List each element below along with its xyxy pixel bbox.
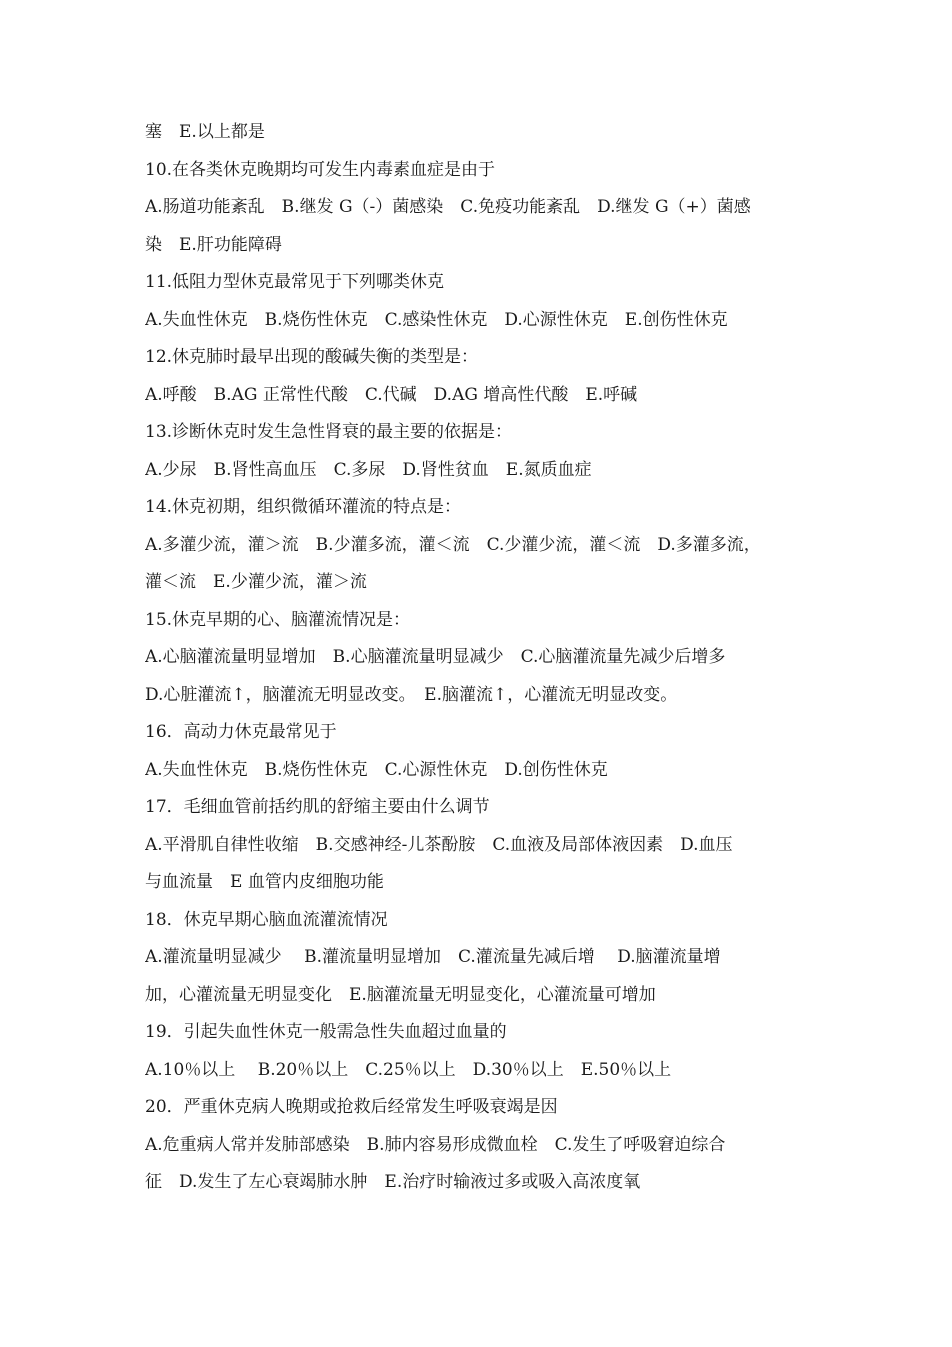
- question-16-stem: 16．高动力休克最常见于: [145, 722, 337, 742]
- question-12-options: A.呼酸 B.AG 正常性代酸 C.代碱 D.AG 增高性代酸 E.呼碱: [145, 384, 638, 405]
- question-17-options: A.平滑肌自律性收缩 B.交感神经-儿茶酚胺 C.血液及局部体液因素 D.血压: [145, 834, 733, 855]
- question-14-options-continuation: 灌＜流 E.少灌少流，灌＞流: [145, 572, 367, 592]
- question-15-options: A.心脑灌流量明显增加 B.心脑灌流量明显减少 C.心脑灌流量先减少后增多: [145, 647, 726, 667]
- question-18-options: A.灌流量明显减少 B.灌流量明显增加 C.灌流量先减后增 D.脑灌流量增: [145, 947, 721, 967]
- question-14-options: A.多灌少流，灌＞流 B.少灌多流，灌＜流 C.少灌少流，灌＜流 D.多灌多流，: [145, 534, 761, 555]
- question-10-stem: 10.在各类休克晚期均可发生内毒素血症是由于: [145, 159, 496, 180]
- question-14-stem: 14.休克初期，组织微循环灌流的特点是：: [145, 497, 462, 517]
- question-20-options: A.危重病人常并发肺部感染 B.肺内容易形成微血栓 C.发生了呼吸窘迫综合: [145, 1134, 726, 1155]
- question-12-stem: 12.休克肺时最早出现的酸碱失衡的类型是：: [145, 347, 479, 367]
- question-15-stem: 15.休克早期的心、脑灌流情况是：: [145, 609, 411, 630]
- question-10-options: A.肠道功能紊乱 B.继发 G（-）菌感染 C.免疫功能紊乱 D.继发 G（+）菌感: [145, 197, 751, 217]
- question-15-options-continuation: D.心脏灌流↑，脑灌流无明显改变。 E.脑灌流↑，心灌流无明显改变。: [145, 684, 678, 705]
- question-18-options-continuation: 加，心灌流量无明显变化 E.脑灌流量无明显变化，心灌流量可增加: [145, 984, 656, 1005]
- question-17-stem: 17．毛细血管前括约肌的舒缩主要由什么调节: [145, 797, 490, 817]
- question-17-options-continuation: 与血流量 E 血管内皮细胞功能: [145, 872, 384, 892]
- question-19-stem: 19．引起失血性休克一般需急性失血超过血量的: [145, 1022, 507, 1042]
- question-19-options: A.10％以上 B.20％以上 C.25％以上 D.30％以上 E.50％以上: [145, 1059, 672, 1080]
- question-text-block: [145, 114, 815, 1202]
- question-9-option-continuation: 塞 E.以上都是: [145, 122, 265, 142]
- question-20-stem: 20．严重休克病人晚期或抢救后经常发生呼吸衰竭是因: [145, 1097, 558, 1117]
- question-16-options: A.失血性休克 B.烧伤性休克 C.心源性休克 D.创伤性休克: [145, 759, 608, 780]
- question-18-stem: 18．休克早期心脑血流灌流情况: [145, 909, 388, 930]
- question-13-options: A.少尿 B.肾性高血压 C.多尿 D.肾性贫血 E.氮质血症: [145, 459, 592, 480]
- question-20-options-continuation: 征 D.发生了左心衰竭肺水肿 E.治疗时输液过多或吸入高浓度氧: [145, 1172, 641, 1192]
- question-13-stem: 13.诊断休克时发生急性肾衰的最主要的依据是：: [145, 422, 513, 442]
- question-11-stem: 11.低阻力型休克最常见于下列哪类休克: [145, 272, 445, 292]
- question-10-options-continuation: 染 E.肝功能障碍: [145, 234, 282, 255]
- question-11-options: A.失血性休克 B.烧伤性休克 C.感染性休克 D.心源性休克 E.创伤性休克: [145, 309, 728, 330]
